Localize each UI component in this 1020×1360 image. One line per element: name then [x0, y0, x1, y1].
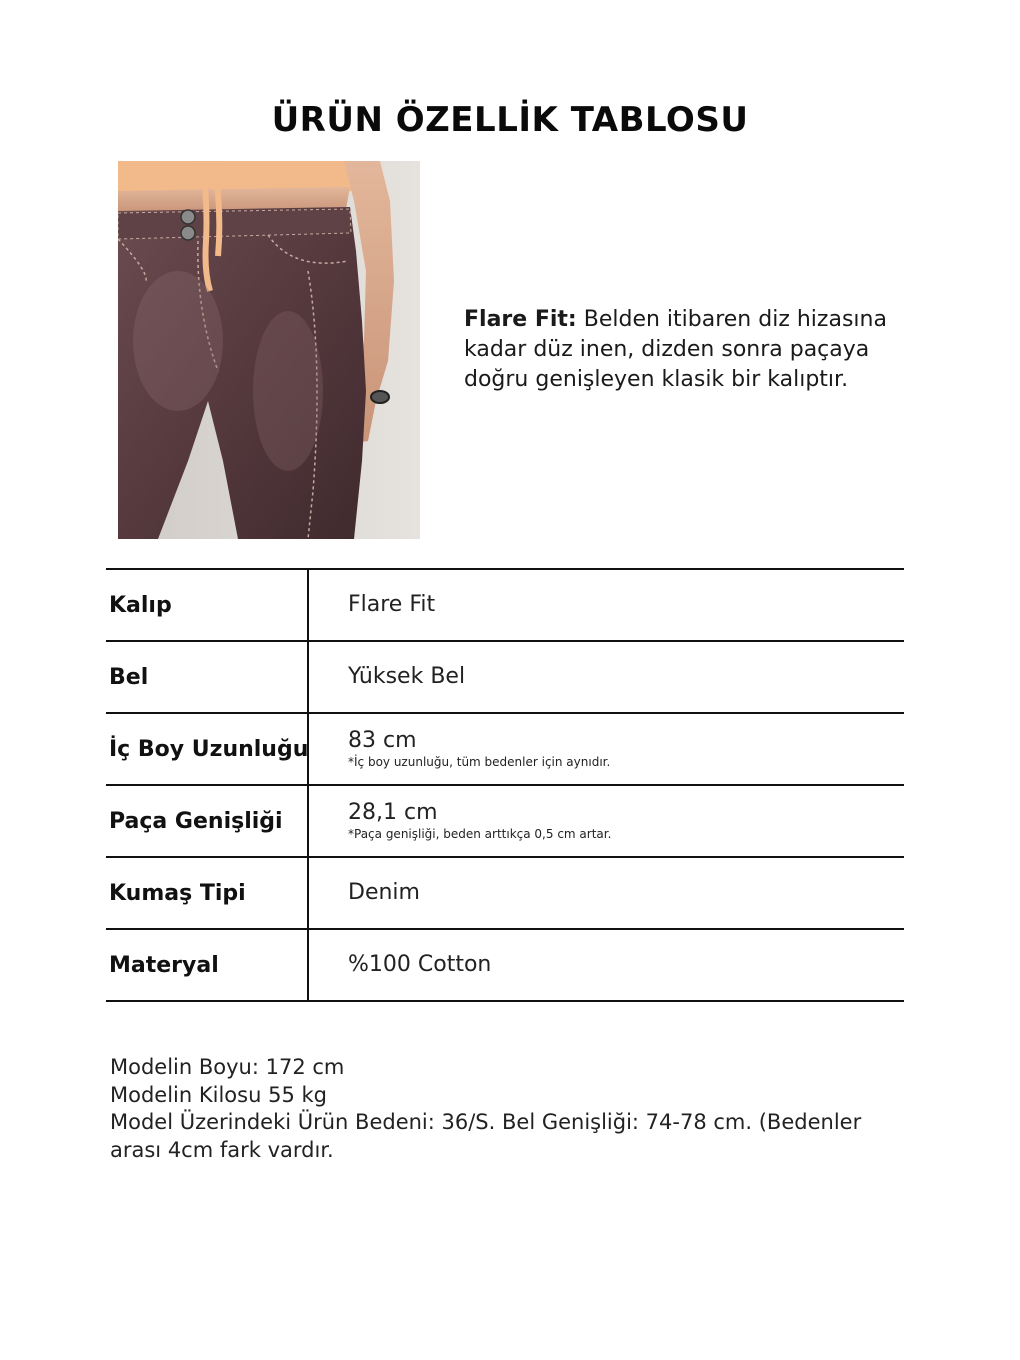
spec-label: Materyal: [109, 952, 219, 978]
fit-description: [464, 305, 924, 395]
spec-label: Kalıp: [109, 592, 172, 618]
spec-value-main: 83 cm: [348, 728, 417, 753]
model-info: [110, 1054, 910, 1164]
spec-label: Bel: [109, 664, 149, 690]
model-height: Modelin Boyu: 172 cm: [110, 1055, 345, 1079]
model-size-note: arası 4cm fark vardır.: [110, 1137, 334, 1162]
spec-label: Paça Genişliği: [109, 808, 283, 834]
column-divider: [307, 642, 309, 712]
column-divider: [307, 858, 309, 928]
spec-value-main: Yüksek Bel: [348, 664, 466, 689]
spec-row: [106, 568, 904, 640]
spec-row: [106, 640, 904, 712]
spec-value-note: *İç boy uzunluğu, tüm bedenler için aynıdır.: [348, 755, 611, 769]
fit-description-text: Belden itibaren diz hizasına kadar düz inen, dizden sonra paçaya doğru genişleyen klasik bir kalıptır.: [464, 307, 887, 392]
spec-value-note: *Paça genişliği, beden arttıkça 0,5 cm artar.: [348, 827, 612, 841]
spec-value: [348, 858, 420, 928]
spec-table: [106, 568, 904, 1002]
spec-label: İç Boy Uzunluğu: [109, 736, 309, 762]
product-photo: [118, 161, 420, 539]
spec-value-main: Flare Fit: [348, 592, 436, 617]
column-divider: [307, 930, 309, 1000]
column-divider: [307, 786, 309, 856]
spec-row: [106, 928, 904, 1002]
spec-value: [348, 786, 611, 856]
model-weight: Modelin Kilosu 55 kg: [110, 1082, 327, 1107]
column-divider: [307, 570, 309, 640]
model-size: Model Üzerindeki Ürün Bedeni: 36/S. Bel Genişliği: 74-78 cm. (Bedenler: [110, 1110, 862, 1134]
spec-value-main: Denim: [348, 880, 420, 905]
page-title: ÜRÜN ÖZELLİK TABLOSU: [271, 100, 749, 140]
spec-row: [106, 712, 904, 784]
spec-value: [348, 930, 491, 1000]
spec-row: [106, 784, 904, 856]
spec-label: Kumaş Tipi: [109, 880, 246, 906]
spec-value: [348, 570, 435, 640]
spec-value-main: %100 Cotton: [348, 952, 492, 977]
fit-name: Flare Fit:: [464, 307, 577, 332]
spec-value-main: 28,1 cm: [348, 800, 438, 825]
spec-value: [348, 642, 465, 712]
spec-row: [106, 856, 904, 928]
spec-value: [348, 714, 610, 784]
